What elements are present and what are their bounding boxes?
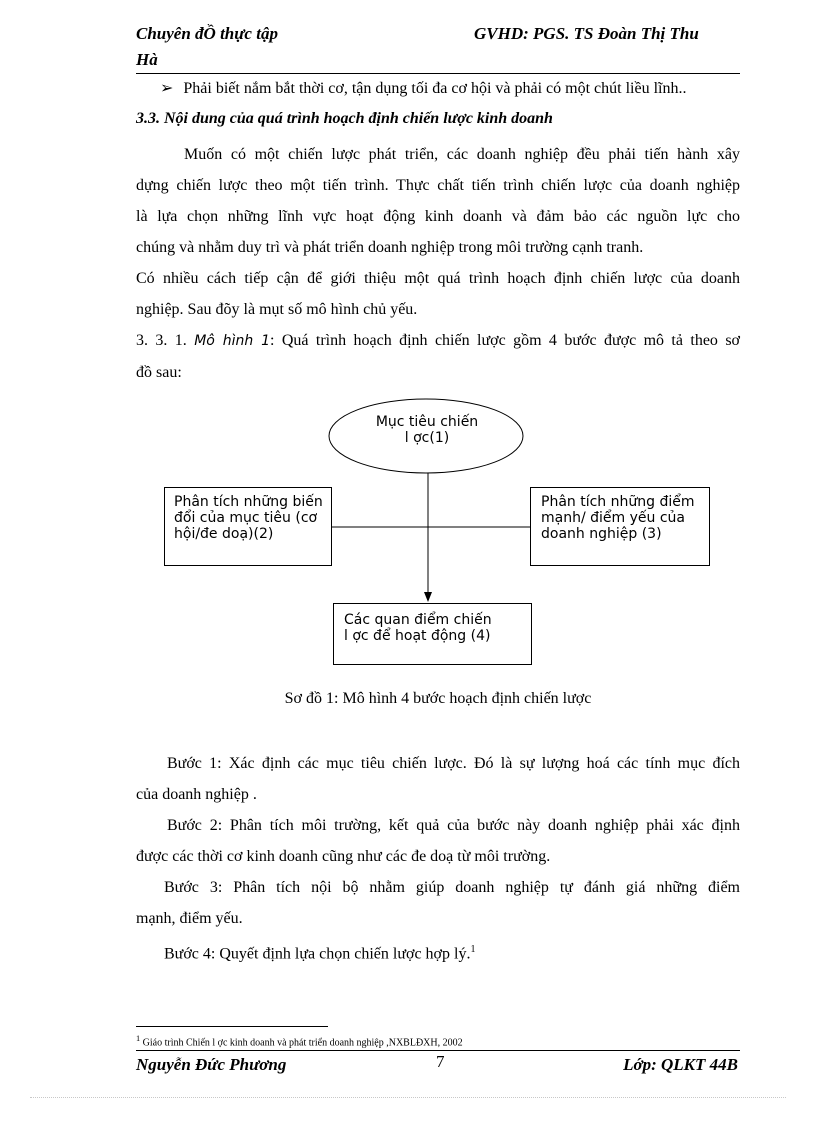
footnote <box>136 1034 463 1048</box>
footnote-separator <box>136 1026 328 1027</box>
node4-line-2: l ợc để hoạt động (4) <box>344 628 491 644</box>
node2-line-1: Phân tích những biến <box>174 494 323 510</box>
node1-line-2: l ợc(1) <box>404 430 450 446</box>
node3-line-1: Phân tích những điểm <box>541 494 695 510</box>
footer-class: Lớp: QLKT 44B <box>623 1055 738 1074</box>
para1-line-4: chúng và nhằm duy trì và phát triển doanh nghiệp trong môi trường cạnh tranh. <box>136 239 644 256</box>
page-bottom-dotted-rule <box>30 1097 786 1098</box>
header-right-continued: Hà <box>136 50 158 69</box>
footnote-text: Giáo trình Chiến l ợc kinh doanh và phát triển doanh nghiệp ,NXBLĐXH, 2002 <box>142 1037 463 1049</box>
para2-line-1: Có nhiều cách tiếp cận để giới thiệu một quá trình hoạch định chiến lược của doanh <box>136 270 740 287</box>
step-2-line-1: Bước 2: Phân tích môi trường, kết quả của bước này doanh nghiệp phải xác định <box>167 817 740 834</box>
step-3-line-1: Bước 3: Phân tích nội bộ nhằm giúp doanh nghiệp tự đánh giá những điểm <box>164 879 740 896</box>
step-1-line-2: của doanh nghiệp . <box>136 786 257 803</box>
node-strategic-views <box>333 603 532 665</box>
step-4-text: Bước 4: Quyết định lựa chọn chiến lược hợp lý. <box>164 945 471 963</box>
para2-line-2: nghiệp. Sau đõy là mụt số mô hình chủ yếu. <box>136 301 418 318</box>
model-line-2: đồ sau: <box>136 364 182 381</box>
page-number: 7 <box>436 1052 445 1071</box>
node2-line-3: hội/đe doạ)(2) <box>174 526 274 542</box>
model-description: : Quá trình hoạch định chiến lược gồm 4 bước được mô tả theo sơ <box>269 332 741 349</box>
node4-line-1: Các quan điểm chiến <box>344 612 492 628</box>
para1-line-3: là lựa chọn những lĩnh vực hoạt động kinh doanh và đảm bảo các nguồn lực cho <box>136 208 740 225</box>
footer-author: Nguyễn Đức Phương <box>136 1055 287 1074</box>
node2-line-2: đổi của mục tiêu (cơ <box>174 510 318 526</box>
footer-rule <box>136 1050 740 1051</box>
node3-line-2: mạnh/ điểm yếu của <box>541 510 685 526</box>
header-right: GVHD: PGS. TS Đoàn Thị Thu <box>474 24 699 43</box>
step-4-line <box>136 934 740 969</box>
steps-block <box>136 748 740 969</box>
bullet-text: Phải biết nắm bắt thời cơ, tận dụng tối đa cơ hội và phải có một chút liều lĩnh.. <box>183 80 687 97</box>
diagram-caption: Sơ đồ 1: Mô hình 4 bước hoạch định chiến lược <box>284 690 592 707</box>
footnote-mark: 1 <box>136 1034 141 1043</box>
step-3-line-2: mạnh, điểm yếu. <box>136 910 243 927</box>
bullet-arrow-icon: ➢ <box>160 80 174 97</box>
model-number: 3. 3. 1. <box>136 332 187 349</box>
node-external-analysis <box>164 487 332 566</box>
arrowhead-down-icon <box>424 592 432 602</box>
footnote-reference: 1 <box>470 944 476 955</box>
header-left: Chuyên đỒ thực tập <box>136 24 278 43</box>
node-objective <box>340 414 514 446</box>
model-name: Mô hình 1 <box>194 333 270 349</box>
para1-line-1: Muốn có một chiến lược phát triển, các doanh nghiệp đều phải tiến hành xây <box>184 146 740 163</box>
step-2-line-2: được các thời cơ kinh doanh cũng như các đe doạ từ môi trường. <box>136 848 551 865</box>
para1-line-2: dựng chiến lược theo một tiến trình. Thực chất tiến trình chiến lược của doanh nghiệp <box>136 177 740 194</box>
node1-line-1: Mục tiêu chiến <box>375 414 479 430</box>
section-title: 3.3. Nội dung của quá trình hoạch định chiến lược kinh doanh <box>136 110 553 127</box>
step-1-line-1: Bước 1: Xác định các mục tiêu chiến lược. Đó là sự lượng hoá các tính mục đích <box>167 755 740 772</box>
node3-line-3: doanh nghiệp (3) <box>541 526 662 542</box>
node-internal-analysis <box>530 487 710 566</box>
